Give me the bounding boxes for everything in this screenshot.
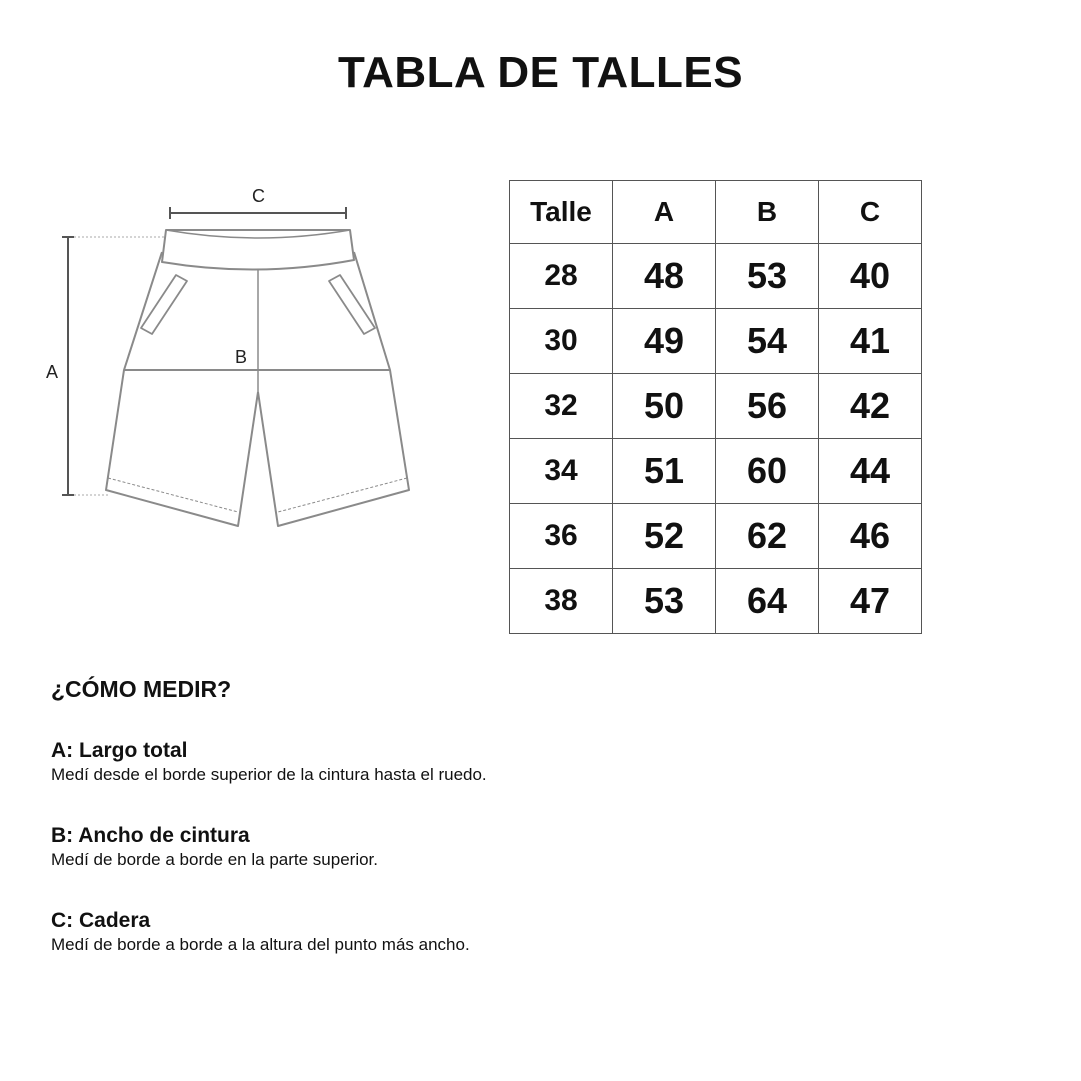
cell-b: 56: [716, 374, 819, 439]
label-b: B: [235, 347, 248, 367]
table-row: [510, 309, 922, 374]
header-a: A: [613, 181, 716, 244]
cell-a: 49: [613, 309, 716, 374]
measure-b-text: Medí de borde a borde en la parte superior.: [51, 850, 378, 869]
cell-b: 64: [716, 569, 819, 634]
measure-a-text: Medí desde el borde superior de la cintura hasta el ruedo.: [51, 765, 487, 784]
cell-c: 46: [819, 504, 922, 569]
header-talle: Talle: [510, 181, 613, 244]
measure-c-text: Medí de borde a borde a la altura del punto más ancho.: [51, 935, 470, 954]
measure-b-heading: B: Ancho de cintura: [51, 824, 250, 847]
cell-a: 53: [613, 569, 716, 634]
cell-talle: 36: [510, 504, 613, 569]
page-title: TABLA DE TALLES: [337, 48, 744, 97]
cell-c: 42: [819, 374, 922, 439]
cell-c: 44: [819, 439, 922, 504]
cell-b: 62: [716, 504, 819, 569]
measure-a-section: [51, 738, 487, 786]
table-row: [510, 244, 922, 309]
measure-a: [46, 237, 165, 495]
cell-c: 40: [819, 244, 922, 309]
shorts-outline: [106, 230, 409, 526]
cell-a: 52: [613, 504, 716, 569]
cell-talle: 38: [510, 569, 613, 634]
shorts-diagram: [0, 0, 480, 560]
measure-c-section: [51, 908, 470, 956]
cell-talle: 30: [510, 309, 613, 374]
header-c: C: [819, 181, 922, 244]
cell-talle: 28: [510, 244, 613, 309]
cell-b: 53: [716, 244, 819, 309]
cell-a: 48: [613, 244, 716, 309]
cell-c: 47: [819, 569, 922, 634]
table-row: [510, 504, 922, 569]
measure-a-heading: A: Largo total: [51, 739, 188, 762]
size-table: [509, 180, 922, 634]
howto-title: ¿CÓMO MEDIR?: [51, 676, 232, 702]
cell-a: 50: [613, 374, 716, 439]
measure-b-section: [51, 823, 378, 871]
cell-b: 54: [716, 309, 819, 374]
measure-c: [170, 186, 346, 219]
table-row: [510, 439, 922, 504]
table-row: [510, 569, 922, 634]
cell-b: 60: [716, 439, 819, 504]
cell-a: 51: [613, 439, 716, 504]
cell-c: 41: [819, 309, 922, 374]
label-c: C: [252, 186, 265, 206]
cell-talle: 34: [510, 439, 613, 504]
label-a: A: [46, 362, 59, 382]
table-row: [510, 374, 922, 439]
header-b: B: [716, 181, 819, 244]
table-header-row: [510, 181, 922, 244]
cell-talle: 32: [510, 374, 613, 439]
measure-c-heading: C: Cadera: [51, 909, 151, 932]
